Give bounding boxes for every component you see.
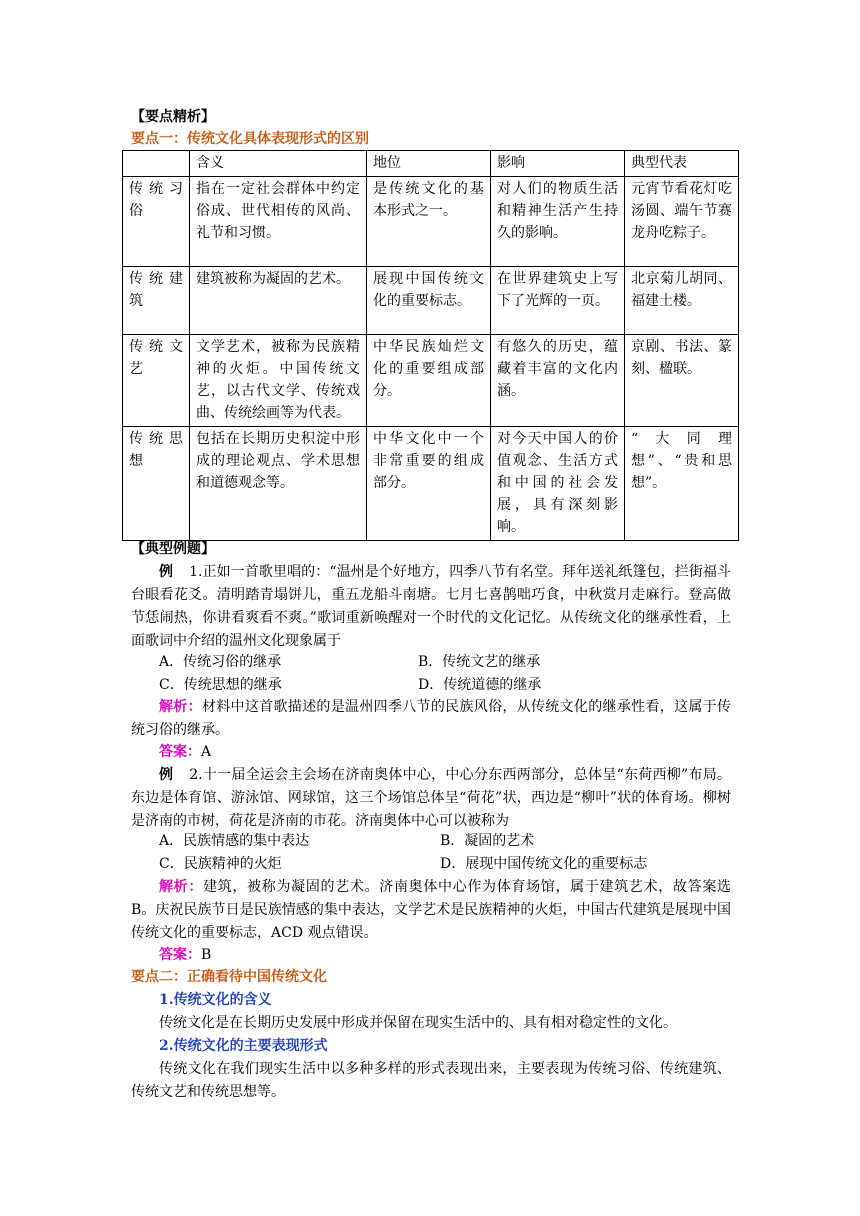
example2-option-c: C．民族精神的火炬	[159, 856, 282, 872]
table-cell: 指在一定社会群体中约定俗成、世代相传的风尚、礼节和习惯。	[190, 177, 367, 267]
example1-option-b: B．传统文艺的继承	[418, 654, 541, 670]
table-cell: 文学艺术，被称为民族精神的火炬。中国传统文艺，以古代文学、传统戏曲、传统绘画等为代表。	[190, 335, 367, 427]
sub2-text: 传统文化在我们现实生活中以多种多样的形式表现出来，主要表现为传统习俗、传统建筑、传统文艺和传统思想等。	[131, 1061, 731, 1100]
answer-value: A	[201, 744, 212, 760]
table-cell: 元宵节看花灯吃汤圆、端午节赛龙舟吃粽子。	[625, 177, 739, 267]
table-cell: 建筑被称为凝固的艺术。	[190, 267, 367, 335]
example2-label: 例	[159, 767, 174, 783]
table-cell: 对今天中国人的价值观念、生活方式和中国的社会发展，具有深刻影响。	[491, 427, 625, 541]
analysis-text: 材料中这首歌描述的是温州四季八节的民族风俗，从传统文化的继承性看，这属于传统习俗的继承。	[131, 699, 732, 738]
example1-option-a: A．传统习俗的继承	[159, 654, 282, 670]
point1-title: 要点一：传统文化具体表现形式的区别	[131, 131, 369, 147]
table-row	[123, 335, 739, 427]
comparison-table	[122, 150, 739, 541]
section-header-key-points: 【要点精析】	[131, 109, 215, 125]
example2-option-d: D．展现中国传统文化的重要标志	[440, 856, 648, 872]
example1-text: 1.正如一首歌里唱的：“温州是个好地方，四季八节有名堂。拜年送礼纸篷包，拦街福斗台眼看花爻。清明踏青塌饼儿，重五龙船斗南塘。七月七喜鹊咄巧食，中秋赏月走麻行。登高做节恁闹热，你讲看爽看不爽。”歌词重新唤醒对一个时代的文化记忆。从传统文化的继承性看，上面歌词中介绍的温州文化现象属于	[131, 564, 732, 649]
row-label: 传统建筑	[123, 267, 190, 335]
table-header-cell: 含义	[190, 151, 367, 177]
table-cell: 展现中国传统文化的重要标志。	[367, 267, 491, 335]
analysis-label: 解析：	[159, 699, 202, 715]
example2-analysis	[131, 876, 731, 945]
example2-option-b: B．凝固的艺术	[440, 833, 535, 849]
table-row	[123, 267, 739, 335]
analysis-label: 解析：	[159, 879, 204, 895]
answer-label: 答案：	[159, 744, 201, 760]
answer-value: B	[201, 947, 212, 963]
example2-text: 2.十一届全运会主会场在济南奥体中心，中心分东西两部分，总体呈“东荷西柳”布局。东边是体育馆、游泳馆、网球馆，这三个场馆总体呈“荷花”状，西边是“柳叶”状的体育场。柳树是济南的市树，荷花是济南的市花。济南奥体中心可以被称为	[131, 767, 731, 829]
table-header-cell: 地位	[367, 151, 491, 177]
sub1-title: 1.传统文化的含义	[159, 992, 272, 1008]
row-label: 传统习俗	[123, 177, 190, 267]
table-header-cell: 影响	[491, 151, 625, 177]
table-cell: 在世界建筑史上写下了光辉的一页。	[491, 267, 625, 335]
example1-label: 例	[159, 564, 174, 580]
example2-option-a: A．民族情感的集中表达	[159, 833, 310, 849]
table-header-row	[123, 151, 739, 177]
table-cell: 是传统文化的基本形式之一。	[367, 177, 491, 267]
answer-label: 答案：	[159, 947, 201, 963]
analysis-text: 建筑，被称为凝固的艺术。济南奥体中心作为体育场馆，属于建筑艺术，故答案选 B。庆祝民族节日是民族情感的集中表达，文学艺术是民族精神的火炬，中国古代建筑是展现中国传统文化的重要标志，ACD 观点错误。	[131, 879, 732, 941]
table-cell: 对人们的物质生活和精神生活产生持久的影响。	[491, 177, 625, 267]
table-cell: 北京菊儿胡同、福建土楼。	[625, 267, 739, 335]
example1-answer	[159, 741, 211, 763]
row-label: 传统文艺	[123, 335, 190, 427]
sub2-title: 2.传统文化的主要表现形式	[159, 1038, 328, 1054]
row-label: 传统思想	[123, 427, 190, 541]
table-row	[123, 427, 739, 541]
table-header-cell	[123, 151, 190, 177]
table-cell: 包括在长期历史积淀中形成的理论观点、学术思想和道德观念等。	[190, 427, 367, 541]
table-cell: 有悠久的历史，蕴藏着丰富的文化内涵。	[491, 335, 625, 427]
example2-answer	[159, 944, 211, 966]
table-cell: 中华文化中一个非常重要的组成部分。	[367, 427, 491, 541]
point2-title: 要点二：正确看待中国传统文化	[131, 969, 327, 985]
example1-stem	[131, 561, 731, 653]
table-cell: 中华民族灿烂文化的重要组成部分。	[367, 335, 491, 427]
sub1-text: 传统文化是在长期历史发展中形成并保留在现实生活中的、具有相对稳定性的文化。	[159, 1015, 677, 1031]
section-header-examples: 【典型例题】	[131, 541, 215, 557]
table-cell: 京剧、书法、篆刻、楹联。	[625, 335, 739, 427]
table-cell: “大同理想”、“贵和思想”。	[625, 427, 739, 541]
example1-option-c: C．传统思想的继承	[159, 677, 282, 693]
example1-analysis	[131, 696, 731, 742]
example1-option-d: D．传统道德的继承	[418, 677, 542, 693]
table-row	[123, 177, 739, 267]
table-header-cell: 典型代表	[625, 151, 739, 177]
example2-stem	[131, 764, 731, 833]
